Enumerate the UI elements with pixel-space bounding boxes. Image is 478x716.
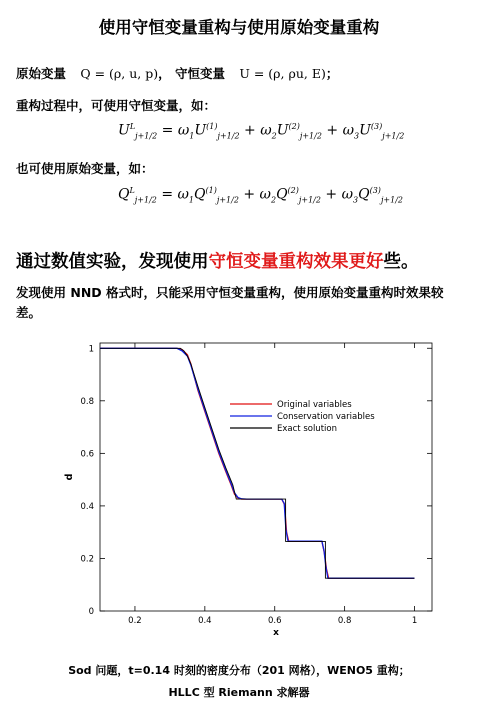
conclusion-headline xyxy=(16,248,419,273)
legend-label: Exact solution xyxy=(277,424,337,434)
x-tick-label: 0.4 xyxy=(198,616,212,626)
y-tick-label: 0 xyxy=(88,607,94,617)
legend-label: Original variables xyxy=(277,400,352,410)
conservative-reconstruction-equation: $U^L_{j+1/2} = \omega_1U^{(1)}_{j+1/2} + \omega_2U^{(2)}_{j+1/2} + \omega_3U^{(3)}_{j+1/2}$ xyxy=(118,122,405,141)
conservative-variable-label: 守恒变量 xyxy=(174,66,225,81)
primitive-variable-formula: Q = (ρ, u, p) xyxy=(80,66,159,81)
figure-caption-line1: Sod 问题，t=0.14 时刻的密度分布（201 网格），WENO5 重构； xyxy=(68,664,410,677)
x-axis-label: x xyxy=(273,628,279,638)
y-tick-label: 0.6 xyxy=(80,449,94,460)
x-tick-label: 0.8 xyxy=(337,616,352,626)
headline-part2: 些。 xyxy=(383,252,419,272)
series-line-original-variables xyxy=(100,348,415,578)
x-tick-label: 0.2 xyxy=(128,616,142,626)
figure-caption-line2: HLLC 型 Riemann 求解器 xyxy=(168,686,310,699)
conservative-variable-formula: U = (ρ, ρu, E) xyxy=(239,66,326,81)
y-tick-label: 1 xyxy=(88,344,94,355)
y-tick-label: 0.8 xyxy=(80,396,94,407)
y-tick-label: 0.4 xyxy=(80,501,94,512)
series-line-exact-solution xyxy=(100,348,415,578)
headline-part1: 通过数值实验，发现使用 xyxy=(16,252,209,272)
variables-definition-line xyxy=(16,64,338,82)
primitive-reconstruction-equation: $Q^L_{j+1/2} = \omega_1Q^{(1)}_{j+1/2} + \omega_2Q^{(2)}_{j+1/2} + \omega_3Q^{(3)}_{j+1/2}$ xyxy=(118,186,403,205)
density-chart xyxy=(0,335,478,645)
comma-separator: ， xyxy=(158,66,171,81)
x-tick-label: 0.6 xyxy=(267,616,282,626)
line-end-punctuation: ； xyxy=(325,66,339,81)
headline-highlight: 守恒变量重构效果更好 xyxy=(208,252,384,272)
nnd-observation-paragraph: 发现使用 NND 格式时，只能采用守恒变量重构，使用原始变量重构时效果较差。 xyxy=(16,285,444,320)
y-axis-label: d xyxy=(64,473,75,481)
primitive-reconstruction-text: 也可使用原始变量，如： xyxy=(16,161,154,176)
plot-frame xyxy=(100,343,432,611)
primitive-variable-label: 原始变量 xyxy=(16,66,67,81)
x-tick-label: 1 xyxy=(411,616,418,626)
y-tick-label: 0.2 xyxy=(80,554,94,565)
series-line-conservation-variables xyxy=(100,348,415,578)
conservative-reconstruction-text: 重构过程中，可使用守恒变量，如： xyxy=(16,98,217,113)
legend-label: Conservation variables xyxy=(277,412,375,422)
page-title: 使用守恒变量重构与使用原始变量重构 xyxy=(98,18,380,37)
